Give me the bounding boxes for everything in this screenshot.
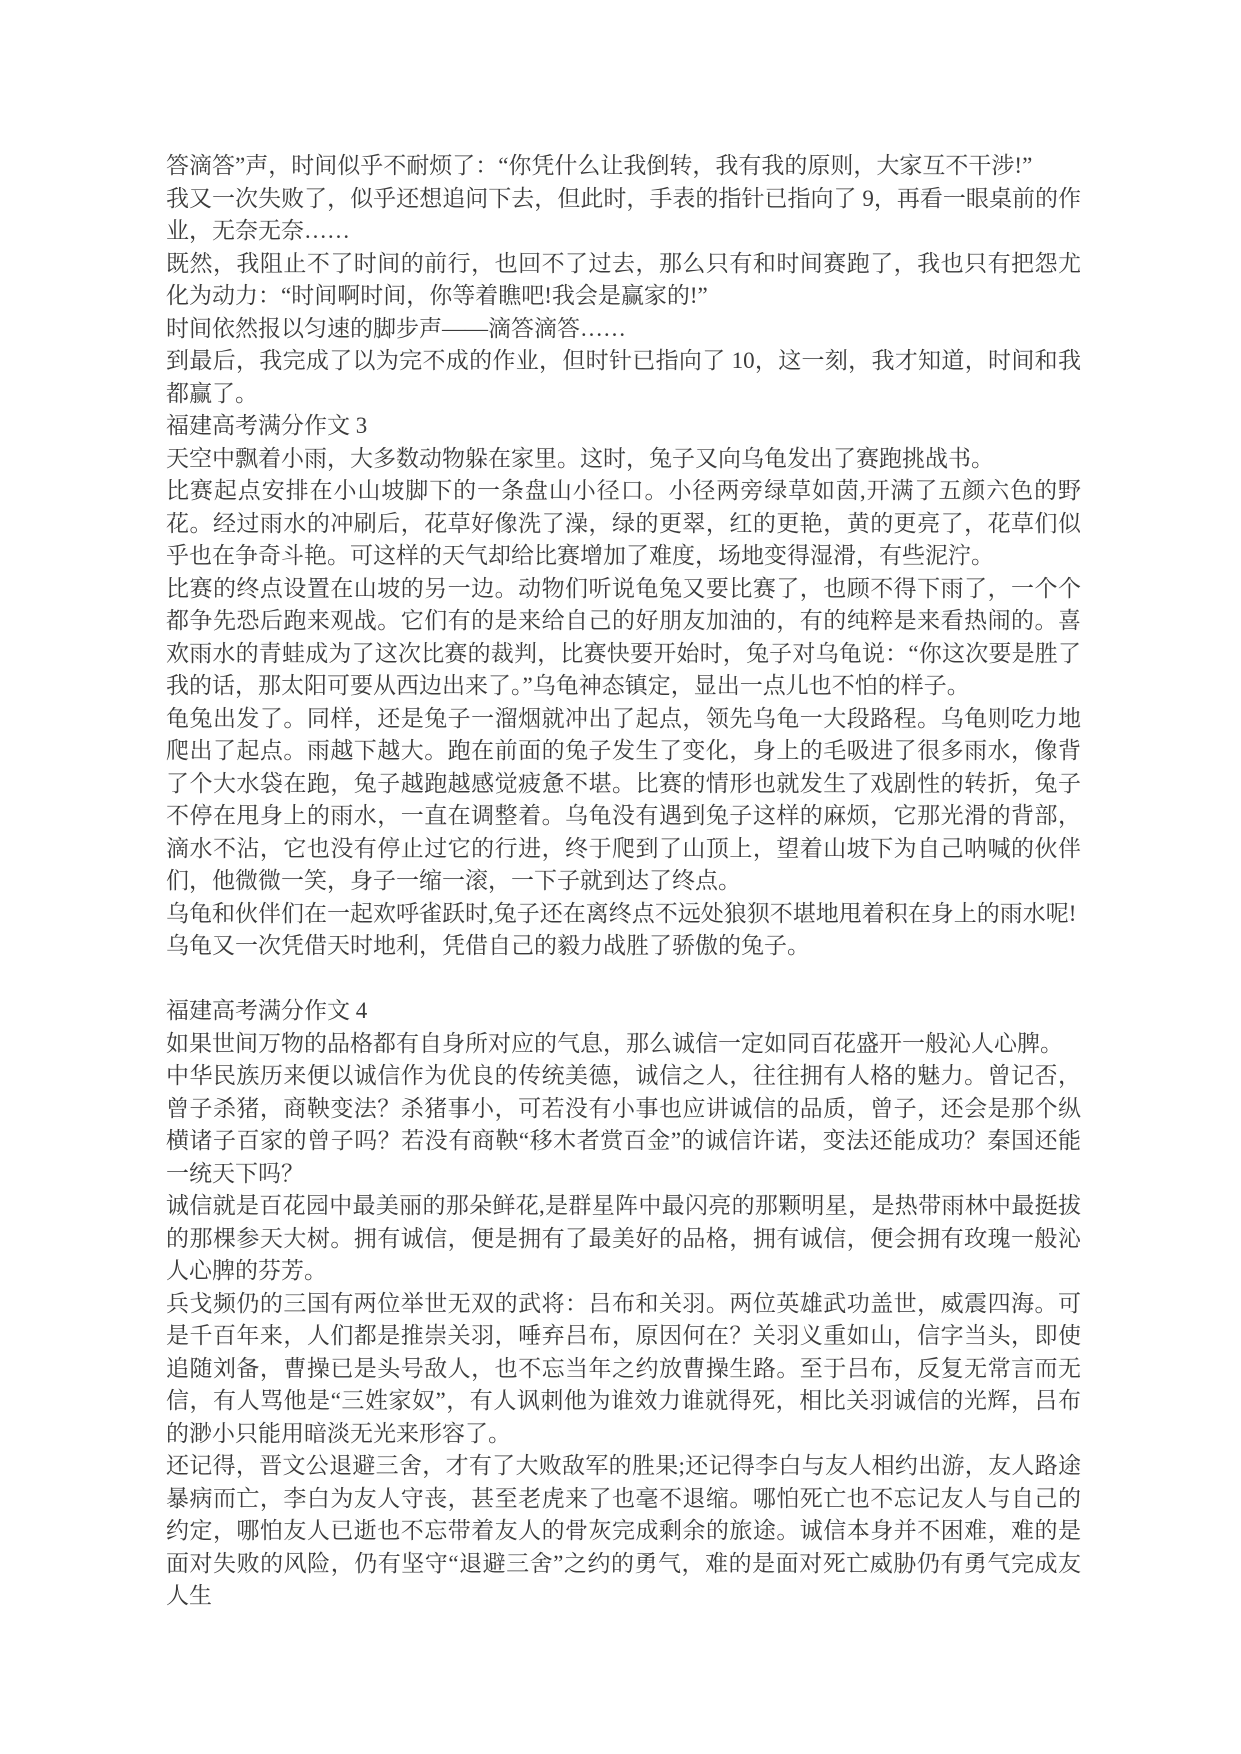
body-paragraph: 龟兔出发了。同样，还是兔子一溜烟就冲出了起点，领先乌龟一大段路程。乌龟则吃力地爬出了起点。雨越下越大。跑在前面的兔子发生了变化，身上的毛吸进了很多雨水，像背了个大水袋在跑，兔子越跑越感觉疲惫不堪。比赛的情形也就发生了戏剧性的转折，兔子不停在甩身上的雨水，一直在调整着。乌龟没有遇到兔子这样的麻烦，它那光滑的背部，滴水不沾，它也没有停止过它的行进，终于爬到了山顶上，望着山坡下为自己呐喊的伙伴们，他微微一笑，身子一缩一滚，一下子就到达了终点。	[166, 705, 1081, 893]
body-paragraph: 比赛起点安排在小山坡脚下的一条盘山小径口。小径两旁绿草如茵,开满了五颜六色的野花。经过雨水的冲刷后，花草好像洗了澡，绿的更翠，红的更艳，黄的更亮了，花草们似乎也在争奇斗艳。可这样的天气却给比赛增加了难度，场地变得湿滑，有些泥泞。	[166, 478, 1081, 568]
body-paragraph: 既然，我阻止不了时间的前行，也回不了过去，那么只有和时间赛跑了，我也只有把怨尤化为动力：“时间啊时间，你等着瞧吧!我会是赢家的!”	[166, 250, 1081, 308]
body-paragraph: 时间依然报以匀速的脚步声——滴答滴答……	[166, 315, 626, 341]
body-paragraph: 答滴答”声，时间似乎不耐烦了：“你凭什么让我倒转，我有我的原则，大家互不干涉!”	[166, 153, 1033, 178]
body-paragraph: 中华民族历来便以诚信作为优良的传统美德，诚信之人，往往拥有人格的魅力。曾记否，曾子杀猪，商鞅变法？杀猪事小，可若没有小事也应讲诚信的品质，曾子，还会是那个纵横诸子百家的曾子吗？若没有商鞅“移木者赏百金”的诚信许诺，变法还能成功？秦国还能一统天下吗？	[166, 1063, 1081, 1186]
spacer-paragraph	[166, 963, 1081, 996]
body-paragraph: 到最后，我完成了以为完不成的作业，但时针已指向了 10，这一刻，我才知道，时间和我都赢了。	[166, 348, 1081, 406]
body-paragraph: 诚信就是百花园中最美丽的那朵鲜花,是群星阵中最闪亮的那颗明星，是热带雨林中最挺拔的那棵参天大树。拥有诚信，便是拥有了最美好的品格，拥有诚信，便会拥有玫瑰一般沁人心脾的芬芳。	[166, 1193, 1081, 1283]
body-paragraph: 还记得，晋文公退避三舍，才有了大败敌军的胜果;还记得李白与友人相约出游，友人路途暴病而亡，李白为友人守丧，甚至老虎来了也毫不退缩。哪怕死亡也不忘记友人与自己的约定，哪怕友人已逝也不忘带着友人的骨灰完成剩余的旅途。诚信本身并不困难，难的是面对失败的风险，仍有坚守“退避三舍”之约的勇气，难的是面对死亡威胁仍有勇气完成友人生	[166, 1453, 1081, 1608]
essay-4-title: 福建高考满分作文 4	[166, 998, 368, 1023]
body-paragraph: 乌龟又一次凭借天时地利，凭借自己的毅力战胜了骄傲的兔子。	[166, 933, 810, 958]
body-paragraph: 比赛的终点设置在山坡的另一边。动物们听说龟兔又要比赛了，也顾不得下雨了，一个个都争先恐后跑来观战。它们有的是来给自己的好朋友加油的，有的纯粹是来看热闹的。喜欢雨水的青蛙成为了这次比赛的裁判，比赛快要开始时，兔子对乌龟说：“你这次要是胜了我的话，那太阳可要从西边出来了。”乌龟神态镇定，显出一点儿也不怕的样子。	[166, 575, 1081, 698]
body-paragraph: 天空中飘着小雨，大多数动物躲在家里。这时，兔子又向乌龟发出了赛跑挑战书。	[166, 445, 994, 471]
body-paragraph: 我又一次失败了，似乎还想追问下去，但此时，手表的指针已指向了 9，再看一眼桌前的作业，无奈无奈……	[166, 185, 1081, 243]
body-paragraph: 兵戈频仍的三国有两位举世无双的武将：吕布和关羽。两位英雄武功盖世，威震四海。可是千百年来，人们都是推崇关羽，唾弃吕布，原因何在？关羽义重如山，信字当头，即使追随刘备，曹操已是头号敌人，也不忘当年之约放曹操生路。至于吕布，反复无常言而无信，有人骂他是“三姓家奴”，有人讽刺他为谁效力谁就得死，相比关羽诚信的光辉，吕布的渺小只能用暗淡无光来形容了。	[166, 1290, 1081, 1446]
essay-3-title: 福建高考满分作文 3	[166, 413, 368, 438]
body-paragraph: 如果世间万物的品格都有自身所对应的气息，那么诚信一定如同百花盛开一般沁人心脾。	[166, 1030, 1063, 1056]
body-paragraph: 乌龟和伙伴们在一起欢呼雀跃时,兔子还在离终点不远处狼狈不堪地甩着积在身上的雨水呢!	[166, 900, 1077, 926]
